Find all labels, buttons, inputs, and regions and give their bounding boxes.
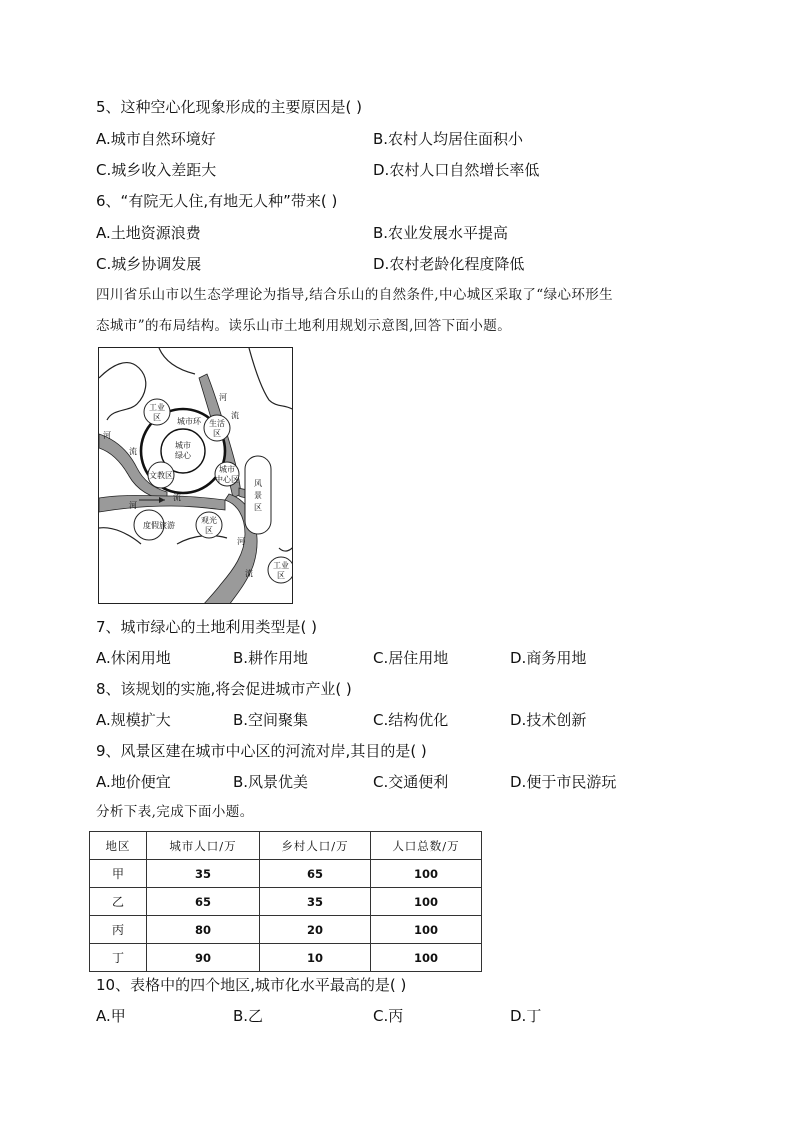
table-cell: 80: [147, 916, 260, 944]
map-label-living-b: 区: [213, 429, 221, 438]
map-river-label-1: 河: [219, 393, 227, 402]
table-cell: 20: [260, 916, 371, 944]
table-row: [90, 916, 482, 944]
map-label-green-a: 城市: [175, 441, 191, 450]
leshan-land-use-map: [98, 347, 293, 604]
table-cell: 丁: [90, 944, 147, 972]
map-label-ring: 城市环: [177, 417, 201, 426]
q10-option-c: C.丙: [373, 1007, 404, 1025]
population-table: [89, 831, 482, 972]
q6-option-c: C.城乡协调发展: [96, 255, 202, 273]
map-label-scenic-b: 景: [254, 491, 262, 500]
map-label-scenic-c: 区: [254, 503, 262, 512]
q5-option-b: B.农村人均居住面积小: [373, 130, 524, 148]
q8-option-c: C.结构优化: [373, 711, 449, 729]
map-river-label-2: 河: [103, 431, 111, 440]
intro-line-1: 四川省乐山市以生态学理论为指导,结合乐山的自然条件,中心城区采取了“绿心环形生: [96, 287, 614, 303]
map-label-resort: 度假旅游: [143, 521, 175, 530]
map-label-industry-1a: 工业: [149, 403, 165, 412]
q5-option-a: A.城市自然环境好: [96, 130, 216, 148]
table-cell: 丙: [90, 916, 147, 944]
q8-option-d: D.技术创新: [510, 711, 587, 729]
map-label-industry-2b: 区: [277, 571, 285, 580]
map-label-center-a: 城市: [219, 465, 235, 474]
q6-option-b: B.农业发展水平提高: [373, 224, 509, 242]
map-flow-label-1: 流: [231, 411, 239, 420]
map-label-center-b: 中心区: [215, 475, 239, 484]
map-label-scenic-a: 风: [254, 479, 262, 488]
map-label-industry-1b: 区: [153, 413, 161, 422]
map-label-living-a: 生活: [209, 419, 225, 428]
table-cell: 65: [260, 860, 371, 888]
q8-stem: 8、该规划的实施,将会促进城市产业( ): [96, 680, 352, 698]
q5-option-c: C.城乡收入差距大: [96, 161, 217, 179]
q9-option-d: D.便于市民游玩: [510, 773, 617, 791]
table-header: 人口总数/万: [371, 832, 482, 860]
table-cell: 100: [371, 888, 482, 916]
map-flow-label-4: 流: [245, 569, 253, 578]
q8-option-b: B.空间聚集: [233, 711, 309, 729]
map-label-green-b: 绿心: [175, 451, 191, 460]
table-cell: 35: [260, 888, 371, 916]
map-label-industry-2a: 工业: [273, 561, 289, 570]
map-river-label-3: 河: [129, 501, 137, 510]
q5-option-d: D.农村人口自然增长率低: [373, 161, 540, 179]
q7-option-b: B.耕作用地: [233, 649, 309, 667]
q10-option-a: A.甲: [96, 1007, 126, 1025]
table-header: 地区: [90, 832, 147, 860]
q10-option-b: B.乙: [233, 1007, 264, 1025]
table-intro: 分析下表,完成下面小题。: [96, 804, 254, 820]
q6-stem: 6、“有院无人住,有地无人种”带来( ): [96, 192, 338, 210]
q6-option-d: D.农村老龄化程度降低: [373, 255, 525, 273]
table-cell: 乙: [90, 888, 147, 916]
table-cell: 10: [260, 944, 371, 972]
table-cell: 甲: [90, 860, 147, 888]
table-header-row: [90, 832, 482, 860]
map-flow-label-2: 流: [129, 447, 137, 456]
intro-line-2: 态城市”的布局结构。读乐山市土地利用规划示意图,回答下面小题。: [96, 318, 512, 334]
table-cell: 100: [371, 916, 482, 944]
map-label-sightsee-a: 观光: [201, 516, 217, 525]
q8-option-a: A.规模扩大: [96, 711, 171, 729]
q7-option-d: D.商务用地: [510, 649, 587, 667]
map-label-sightsee-b: 区: [205, 526, 213, 535]
table-header: 乡村人口/万: [260, 832, 371, 860]
map-river-label-4: 河: [237, 537, 245, 546]
map-flow-label-3: 流: [173, 493, 181, 502]
map-label-culture: 文教区: [149, 471, 173, 480]
table-cell: 90: [147, 944, 260, 972]
table-row: [90, 860, 482, 888]
table-cell: 100: [371, 944, 482, 972]
table-cell: 100: [371, 860, 482, 888]
q10-stem: 10、表格中的四个地区,城市化水平最高的是( ): [96, 976, 407, 994]
table-cell: 35: [147, 860, 260, 888]
q10-option-d: D.丁: [510, 1007, 542, 1025]
table-header: 城市人口/万: [147, 832, 260, 860]
q7-stem: 7、城市绿心的土地利用类型是( ): [96, 618, 318, 636]
q9-option-a: A.地价便宜: [96, 773, 171, 791]
q9-stem: 9、风景区建在城市中心区的河流对岸,其目的是( ): [96, 742, 427, 760]
q5-stem: 5、这种空心化现象形成的主要原因是( ): [96, 98, 363, 116]
q9-option-b: B.风景优美: [233, 773, 309, 791]
q7-option-a: A.休闲用地: [96, 649, 171, 667]
table-row: [90, 944, 482, 972]
q6-option-a: A.土地资源浪费: [96, 224, 201, 242]
table-cell: 65: [147, 888, 260, 916]
q9-option-c: C.交通便利: [373, 773, 449, 791]
table-row: [90, 888, 482, 916]
q7-option-c: C.居住用地: [373, 649, 449, 667]
